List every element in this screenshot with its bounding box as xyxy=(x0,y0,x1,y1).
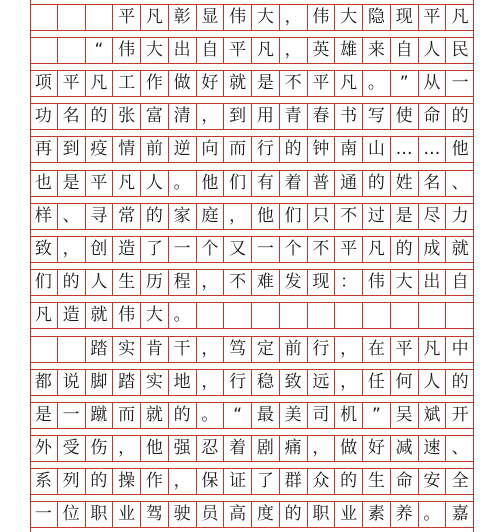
grid-cell: ： xyxy=(335,270,363,295)
grid-cell: … xyxy=(419,137,447,162)
grid-cell: 人 xyxy=(419,370,447,395)
grid-cell: 凡 xyxy=(30,303,58,328)
grid-cell: 只 xyxy=(308,204,336,229)
grid-cell: 机 xyxy=(335,403,363,428)
grid-cell: 伟 xyxy=(113,303,141,328)
grid-cell xyxy=(86,5,114,30)
grid-cell: 远 xyxy=(308,370,336,395)
grid-cell: 凡 xyxy=(451,7,469,27)
grid-row xyxy=(30,4,474,31)
grid-cell: ， xyxy=(197,104,225,129)
grid-cell: 吴 xyxy=(391,403,419,428)
grid-cell: 现 xyxy=(391,5,419,30)
grid-cell: 实 xyxy=(113,337,141,362)
grid-cell: ” xyxy=(391,71,419,96)
grid-cell: ” xyxy=(363,403,391,428)
grid-cell: 业 xyxy=(113,502,141,527)
grid-row xyxy=(30,170,474,197)
grid-cell: 度 xyxy=(252,502,280,527)
grid-cell: 致 xyxy=(30,237,58,262)
grid-cell: 再 xyxy=(30,137,58,162)
grid-cell: 隐 xyxy=(363,5,391,30)
grid-cell: ， xyxy=(113,436,141,461)
grid-cell: 。 xyxy=(169,303,197,328)
grid-cell: 名 xyxy=(419,171,447,196)
grid-row xyxy=(30,136,474,163)
grid-cell: 们 xyxy=(280,204,308,229)
grid-cell: 、 xyxy=(58,204,86,229)
grid-cell: 说 xyxy=(58,370,86,395)
grid-cell: 大 xyxy=(141,38,169,63)
grid-cell: 功 xyxy=(30,104,58,129)
grid-cell: 人 xyxy=(419,38,447,63)
grid-cell: ， xyxy=(280,5,308,30)
grid-cell: 是 xyxy=(391,204,419,229)
grid-cell: 是 xyxy=(30,403,58,428)
grid-cell: 是 xyxy=(252,71,280,96)
grid-row xyxy=(30,103,474,130)
grid-cell: 的 xyxy=(363,171,391,196)
grid-cell: 书 xyxy=(335,104,363,129)
grid-cell: 的 xyxy=(451,372,469,392)
grid-cell: 疫 xyxy=(86,137,114,162)
grid-cell: 前 xyxy=(141,137,169,162)
grid-cell: 伟 xyxy=(308,5,336,30)
grid-cell: 姓 xyxy=(391,171,419,196)
grid-cell: 不 xyxy=(280,71,308,96)
grid-cell: 的 xyxy=(86,469,114,494)
grid-cell: 群 xyxy=(280,469,308,494)
grid-cell: 平 xyxy=(58,71,86,96)
grid-cell: 雄 xyxy=(335,38,363,63)
grid-cell: 又 xyxy=(224,237,252,262)
grid-cell: 一 xyxy=(451,73,469,93)
grid-cell: 使 xyxy=(391,104,419,129)
grid-cell: 斌 xyxy=(419,403,447,428)
grid-cell: 伤 xyxy=(86,436,114,461)
grid-cell xyxy=(30,5,58,30)
grid-cell: 。 xyxy=(169,171,197,196)
grid-cell: 的 xyxy=(86,104,114,129)
grid-cell: 实 xyxy=(141,370,169,395)
grid-cell: 的 xyxy=(451,106,469,126)
grid-cell: 减 xyxy=(391,436,419,461)
grid-cell: 痛 xyxy=(280,436,308,461)
grid-cell: 的 xyxy=(335,469,363,494)
grid-cell: 、 xyxy=(451,173,469,193)
grid-cell: 来 xyxy=(363,38,391,63)
grid-cell: 名 xyxy=(58,104,86,129)
grid-cell: 致 xyxy=(280,370,308,395)
grid-cell: 他 xyxy=(252,204,280,229)
grid-row xyxy=(30,468,474,495)
grid-cell: 难 xyxy=(252,270,280,295)
grid-cell: 平 xyxy=(391,337,419,362)
grid-cell: 人 xyxy=(86,270,114,295)
grid-cell: 发 xyxy=(280,270,308,295)
grid-cell: “ xyxy=(224,403,252,428)
grid-cell: 就 xyxy=(451,239,469,259)
grid-cell: 青 xyxy=(280,104,308,129)
grid-cell: 的 xyxy=(169,403,197,428)
grid-cell: 英 xyxy=(308,38,336,63)
grid-cell: 民 xyxy=(451,40,469,60)
grid-cell: 凡 xyxy=(335,71,363,96)
grid-cell: 美 xyxy=(280,403,308,428)
grid-cell: 项 xyxy=(30,71,58,96)
grid-row xyxy=(30,236,474,263)
grid-cell: 作 xyxy=(141,71,169,96)
grid-cell: 一 xyxy=(252,237,280,262)
grid-cell xyxy=(197,303,225,328)
character-grid xyxy=(30,0,474,532)
grid-cell: 稳 xyxy=(252,370,280,395)
grid-cell xyxy=(30,337,58,362)
grid-cell: 的 xyxy=(280,502,308,527)
grid-cell: ， xyxy=(335,337,363,362)
grid-cell: 写 xyxy=(363,104,391,129)
grid-cell: 一 xyxy=(30,502,58,527)
grid-cell: 彰 xyxy=(169,5,197,30)
grid-cell: 生 xyxy=(113,270,141,295)
grid-cell: 向 xyxy=(197,137,225,162)
grid-cell: 强 xyxy=(169,436,197,461)
grid-cell: 平 xyxy=(419,5,447,30)
grid-cell: 作 xyxy=(141,469,169,494)
grid-cell: 司 xyxy=(308,403,336,428)
grid-cell: 脚 xyxy=(86,370,114,395)
grid-cell: 历 xyxy=(141,270,169,295)
grid-cell xyxy=(58,337,86,362)
grid-cell: 嘉 xyxy=(451,504,469,524)
grid-cell: 他 xyxy=(141,436,169,461)
grid-cell: 做 xyxy=(169,71,197,96)
grid-cell: 到 xyxy=(224,104,252,129)
grid-cell: 好 xyxy=(197,71,225,96)
grid-cell: 踏 xyxy=(113,370,141,395)
grid-cell xyxy=(58,5,86,30)
grid-cell: 。 xyxy=(197,403,225,428)
grid-cell: 就 xyxy=(141,403,169,428)
grid-cell: 造 xyxy=(58,303,86,328)
grid-cell: 春 xyxy=(308,104,336,129)
grid-cell: 证 xyxy=(224,469,252,494)
grid-cell: 凡 xyxy=(113,171,141,196)
grid-cell: 山 xyxy=(363,137,391,162)
grid-cell: 从 xyxy=(419,71,447,96)
grid-cell: 自 xyxy=(451,272,469,292)
grid-cell: 驶 xyxy=(169,502,197,527)
grid-cell xyxy=(308,303,336,328)
grid-cell: 行 xyxy=(308,337,336,362)
grid-cell: 寻 xyxy=(86,204,114,229)
grid-cell: 中 xyxy=(451,339,469,359)
grid-cell: 忍 xyxy=(197,436,225,461)
grid-cell: 高 xyxy=(224,502,252,527)
grid-cell: 而 xyxy=(113,403,141,428)
grid-cell: 生 xyxy=(363,469,391,494)
grid-cell xyxy=(224,303,252,328)
grid-cell: 工 xyxy=(113,71,141,96)
grid-cell: 个 xyxy=(280,237,308,262)
grid-cell: 着 xyxy=(224,436,252,461)
grid-row xyxy=(30,402,474,429)
grid-cell: 着 xyxy=(280,171,308,196)
grid-cell: 干 xyxy=(169,337,197,362)
grid-row xyxy=(30,369,474,396)
grid-cell xyxy=(391,303,419,328)
grid-cell xyxy=(280,303,308,328)
grid-cell: 出 xyxy=(169,38,197,63)
grid-cell: 安 xyxy=(419,469,447,494)
grid-cell: 情 xyxy=(113,137,141,162)
grid-cell: 任 xyxy=(363,370,391,395)
grid-cell: 造 xyxy=(113,237,141,262)
grid-cell: 的 xyxy=(58,270,86,295)
grid-cell: 就 xyxy=(224,71,252,96)
grid-cell xyxy=(30,38,58,63)
grid-cell: 凡 xyxy=(419,337,447,362)
grid-cell: 肯 xyxy=(141,337,169,362)
grid-cell: 大 xyxy=(141,303,169,328)
grid-cell: 富 xyxy=(141,104,169,129)
grid-cell: 凡 xyxy=(141,5,169,30)
grid-cell: 们 xyxy=(30,270,58,295)
grid-cell: 自 xyxy=(197,38,225,63)
grid-cell xyxy=(335,303,363,328)
grid-cell: 凡 xyxy=(252,38,280,63)
grid-cell: 伟 xyxy=(363,270,391,295)
grid-cell: 、 xyxy=(451,438,469,458)
grid-cell: 定 xyxy=(252,337,280,362)
grid-cell: ， xyxy=(197,370,225,395)
grid-cell: … xyxy=(391,137,419,162)
grid-cell: 踏 xyxy=(86,337,114,362)
grid-cell: 的 xyxy=(141,204,169,229)
grid-cell: 逆 xyxy=(169,137,197,162)
grid-cell: 用 xyxy=(252,104,280,129)
grid-cell: 程 xyxy=(169,270,197,295)
grid-row xyxy=(30,501,474,528)
grid-cell: 都 xyxy=(30,370,58,395)
grid-cell: 通 xyxy=(335,171,363,196)
grid-cell: 系 xyxy=(30,469,58,494)
grid-cell: 创 xyxy=(86,237,114,262)
grid-cell: 外 xyxy=(30,436,58,461)
grid-cell: 开 xyxy=(451,405,469,425)
grid-row xyxy=(30,37,474,64)
grid-cell: 命 xyxy=(419,104,447,129)
grid-cell: 样 xyxy=(30,204,58,229)
grid-cell: 。 xyxy=(419,502,447,527)
grid-cell: 现 xyxy=(308,270,336,295)
grid-row xyxy=(30,435,474,462)
grid-cell: 大 xyxy=(252,5,280,30)
grid-row xyxy=(30,70,474,97)
grid-cell: 普 xyxy=(308,171,336,196)
grid-cell: 素 xyxy=(363,502,391,527)
grid-cell: 清 xyxy=(169,104,197,129)
grid-cell: 常 xyxy=(113,204,141,229)
grid-cell: 钟 xyxy=(308,137,336,162)
grid-cell: 出 xyxy=(419,270,447,295)
grid-cell: 是 xyxy=(58,171,86,196)
grid-row xyxy=(30,302,474,329)
grid-cell: ， xyxy=(280,38,308,63)
grid-cell: 有 xyxy=(252,171,280,196)
grid-cell: 不 xyxy=(335,204,363,229)
grid-cell: 不 xyxy=(308,237,336,262)
grid-cell xyxy=(419,303,447,328)
grid-cell: 最 xyxy=(252,403,280,428)
grid-cell: 职 xyxy=(308,502,336,527)
grid-cell: ， xyxy=(308,436,336,461)
grid-cell: 显 xyxy=(197,5,225,30)
grid-cell: 做 xyxy=(335,436,363,461)
grid-cell: 地 xyxy=(169,370,197,395)
grid-cell: 列 xyxy=(58,469,86,494)
grid-cell: 的 xyxy=(280,137,308,162)
grid-cell: 伟 xyxy=(224,5,252,30)
grid-cell: 的 xyxy=(391,237,419,262)
grid-cell: 平 xyxy=(308,71,336,96)
grid-cell: 笃 xyxy=(224,337,252,362)
grid-cell: 他 xyxy=(197,171,225,196)
grid-cell: 受 xyxy=(58,436,86,461)
grid-cell: ， xyxy=(197,270,225,295)
grid-cell: 职 xyxy=(86,502,114,527)
grid-cell: 平 xyxy=(224,38,252,63)
grid-cell: 一 xyxy=(58,403,86,428)
grid-cell: 保 xyxy=(197,469,225,494)
grid-cell: 平 xyxy=(86,171,114,196)
grid-cell: 大 xyxy=(391,270,419,295)
grid-cell: 命 xyxy=(391,469,419,494)
grid-row xyxy=(30,203,474,230)
grid-cell: 何 xyxy=(391,370,419,395)
grid-cell: 好 xyxy=(363,436,391,461)
grid-cell: 操 xyxy=(113,469,141,494)
grid-cell: 个 xyxy=(197,237,225,262)
grid-cell: 们 xyxy=(224,171,252,196)
grid-cell: 了 xyxy=(252,469,280,494)
grid-cell: 平 xyxy=(113,5,141,30)
grid-cell: 养 xyxy=(391,502,419,527)
grid-cell: 南 xyxy=(335,137,363,162)
grid-cell: 速 xyxy=(419,436,447,461)
grid-cell: 大 xyxy=(335,5,363,30)
grid-cell: ， xyxy=(58,237,86,262)
grid-cell xyxy=(446,303,474,328)
grid-cell: 了 xyxy=(141,237,169,262)
grid-cell: 一 xyxy=(169,237,197,262)
grid-cell: 就 xyxy=(86,303,114,328)
grid-cell: 家 xyxy=(169,204,197,229)
grid-cell: 也 xyxy=(30,171,58,196)
grid-cell: 力 xyxy=(451,206,469,226)
grid-cell: 位 xyxy=(58,502,86,527)
grid-cell: 凡 xyxy=(86,71,114,96)
grid-cell: 张 xyxy=(113,104,141,129)
grid-cell: 自 xyxy=(391,38,419,63)
grid-cell: 庭 xyxy=(197,204,225,229)
grid-cell: 剧 xyxy=(252,436,280,461)
grid-cell: 而 xyxy=(224,137,252,162)
grid-cell xyxy=(58,38,86,63)
grid-cell: 全 xyxy=(451,471,469,491)
grid-cell: 不 xyxy=(224,270,252,295)
grid-cell: 众 xyxy=(308,469,336,494)
grid-row xyxy=(30,336,474,363)
grid-cell: 员 xyxy=(197,502,225,527)
grid-cell xyxy=(252,303,280,328)
grid-cell: ， xyxy=(224,204,252,229)
grid-cell: 凡 xyxy=(363,237,391,262)
grid-cell: 。 xyxy=(363,71,391,96)
grid-cell: 伟 xyxy=(113,38,141,63)
grid-cell: 他 xyxy=(451,139,469,159)
grid-cell: 行 xyxy=(224,370,252,395)
grid-cell: 成 xyxy=(419,237,447,262)
grid-cell: 过 xyxy=(363,204,391,229)
grid-cell: ， xyxy=(169,469,197,494)
grid-row xyxy=(30,269,474,296)
grid-cell: 行 xyxy=(252,137,280,162)
grid-cell: 人 xyxy=(141,171,169,196)
grid-cell: 在 xyxy=(363,337,391,362)
grid-cell: 业 xyxy=(335,502,363,527)
grid-cell: 尽 xyxy=(419,204,447,229)
grid-cell xyxy=(363,303,391,328)
grid-cell: 蹴 xyxy=(86,403,114,428)
grid-cell: 到 xyxy=(58,137,86,162)
grid-cell: ， xyxy=(335,370,363,395)
grid-cell: “ xyxy=(86,38,114,63)
grid-cell: 前 xyxy=(280,337,308,362)
grid-cell: ， xyxy=(197,337,225,362)
grid-cell: 平 xyxy=(335,237,363,262)
grid-cell: 驾 xyxy=(141,502,169,527)
